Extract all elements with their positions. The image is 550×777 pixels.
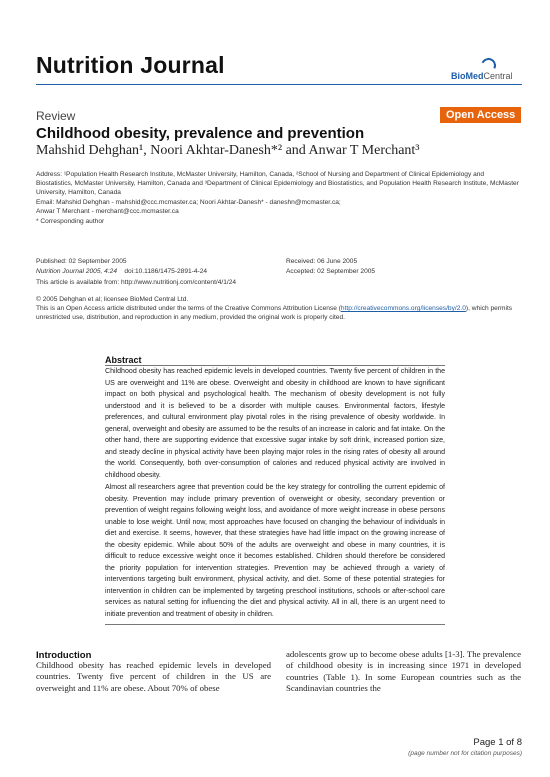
accepted-date: Accepted: 02 September 2005 [286, 268, 376, 275]
author-address: Address: ¹Population Health Research Institute, McMaster University, Hamilton, Canada, ²School of Nursing and Department of Clinical Epidemiology and Biostatistics, McMaster University, Hamilton, Canada and ³Department of Clinical Epidemiology and Biostatistics, and Population Health Research Institute, McMaster University, Hamilton, Canada [36, 171, 519, 196]
section-heading: Introduction [36, 650, 92, 661]
open-access-badge: Open Access [440, 107, 521, 123]
journal-citation: Nutrition Journal 2005, 4:24 [36, 268, 118, 275]
license-notice [36, 304, 522, 322]
logo-primary-text: BioMed [451, 71, 484, 81]
publisher-logo [451, 58, 521, 82]
page-number-note: (page number not for citation purposes) [408, 750, 522, 757]
abstract-divider [105, 624, 445, 625]
body-text-left: Childhood obesity has reached epidemic levels in developed countries. Twenty five percent of children in the US are overweight and 11% are obese. About 70% of obese [36, 660, 271, 693]
abstract-paragraph: Almost all researchers agree that prevention could be the key strategy for controlling the current epidemic of obesity. Prevention may include primary prevention of overweight or obesity, secondary prevention or prevention of weight regains following weight loss, and avoidance of more weight increase in obese persons unable to lose weight. Until now, most approaches have focused on changing the behaviour of individuals in diet and exercise. It seems, however, that these strategies have had little impact on the growing increase of the obesity epidemic. While about 50% of the adults are overweight and obese in many countries, it is difficult to reduce excessive weight once it becomes established. Children should therefore be considered the priority population for intervention strategies. Prevention may be achieved through a variety of interventions targeting built environment, physical activity, and diet. Some of these potential strategies for intervention in children can be implemented by targeting preschool institutions, schools or after-school care services as natural setting for influencing the diet and physical activity. All in all, there is an urgent need to initiate prevention and treatment of obesity in children. [105, 484, 445, 618]
license-link[interactable]: http://creativecommons.org/licenses/by/2.0 [340, 305, 466, 312]
citation-line [36, 267, 207, 276]
page-number: Page 1 of 8 [473, 737, 522, 748]
abstract-paragraph: Childhood obesity has reached epidemic levels in developed countries. Twenty five percent of children in the US are overweight and 11% are obese. Overweight and obesity in childhood are known to have significant impact on both physical and psychological health. The mechanism of obesity development is not fully understood and it is believed to be a disorder with multiple causes. Environmental factors, lifestyle preferences, and cultural environment play pivotal roles in the rising prevalence of obesity worldwide. In general, overweight and obesity are assumed to be the results of an increase in caloric and fat intake. On the other hand, there are supporting evidence that excessive sugar intake by soft drink, increased portion size, and steady decline in physical activity have been playing major roles in the rising rates of obesity all around the world. Consequently, both over-consumption of calories and reduced physical activity are involved in childhood obesity. [105, 368, 445, 479]
journal-title: Nutrition Journal [36, 52, 225, 78]
email-line: Anwar T Merchant - merchant@ccc.mcmaster.ca [36, 208, 179, 215]
article-title: Childhood obesity, prevalence and prevention [36, 125, 365, 142]
email-line: Email: Mahshid Dehghan - mahshid@ccc.mcmaster.ca; Noori Akhtar-Danesh* - daneshn@mcmaster.ca; [36, 199, 341, 206]
body-text-right: adolescents grow up to become obese adults [1-3]. The prevalence of childhood obesity is in increasing since 1971 in developed countries (Table 1). In some European countries such as the Scandinavian countries the [286, 649, 521, 694]
license-text: ), which permits unrestricted use, distribution, and reproduction in any medium, provided the original work is properly cited. [36, 305, 513, 321]
article-url[interactable]: This article is available from: http://www.nutritionj.com/content/4/1/24 [36, 279, 237, 286]
author-list: Mahshid Dehghan¹, Noori Akhtar-Danesh*² and Anwar T Merchant³ [36, 143, 420, 158]
article-type: Review [36, 109, 76, 123]
license-text: This is an Open Access article distributed under the terms of the Creative Commons Attribution License ( [36, 305, 341, 312]
published-date: Published: 02 September 2005 [36, 258, 127, 265]
header-divider [36, 84, 522, 85]
received-date: Received: 06 June 2005 [286, 258, 358, 265]
corresponding-author-note: * Corresponding author [36, 218, 105, 225]
abstract-heading: Abstract [105, 355, 142, 365]
author-emails [36, 198, 522, 216]
doi[interactable]: doi:10.1186/1475-2891-4-24 [124, 268, 208, 275]
logo-secondary-text: Central [483, 71, 513, 81]
copyright-notice: © 2005 Dehghan et al; licensee BioMed Central Ltd. [36, 296, 189, 303]
